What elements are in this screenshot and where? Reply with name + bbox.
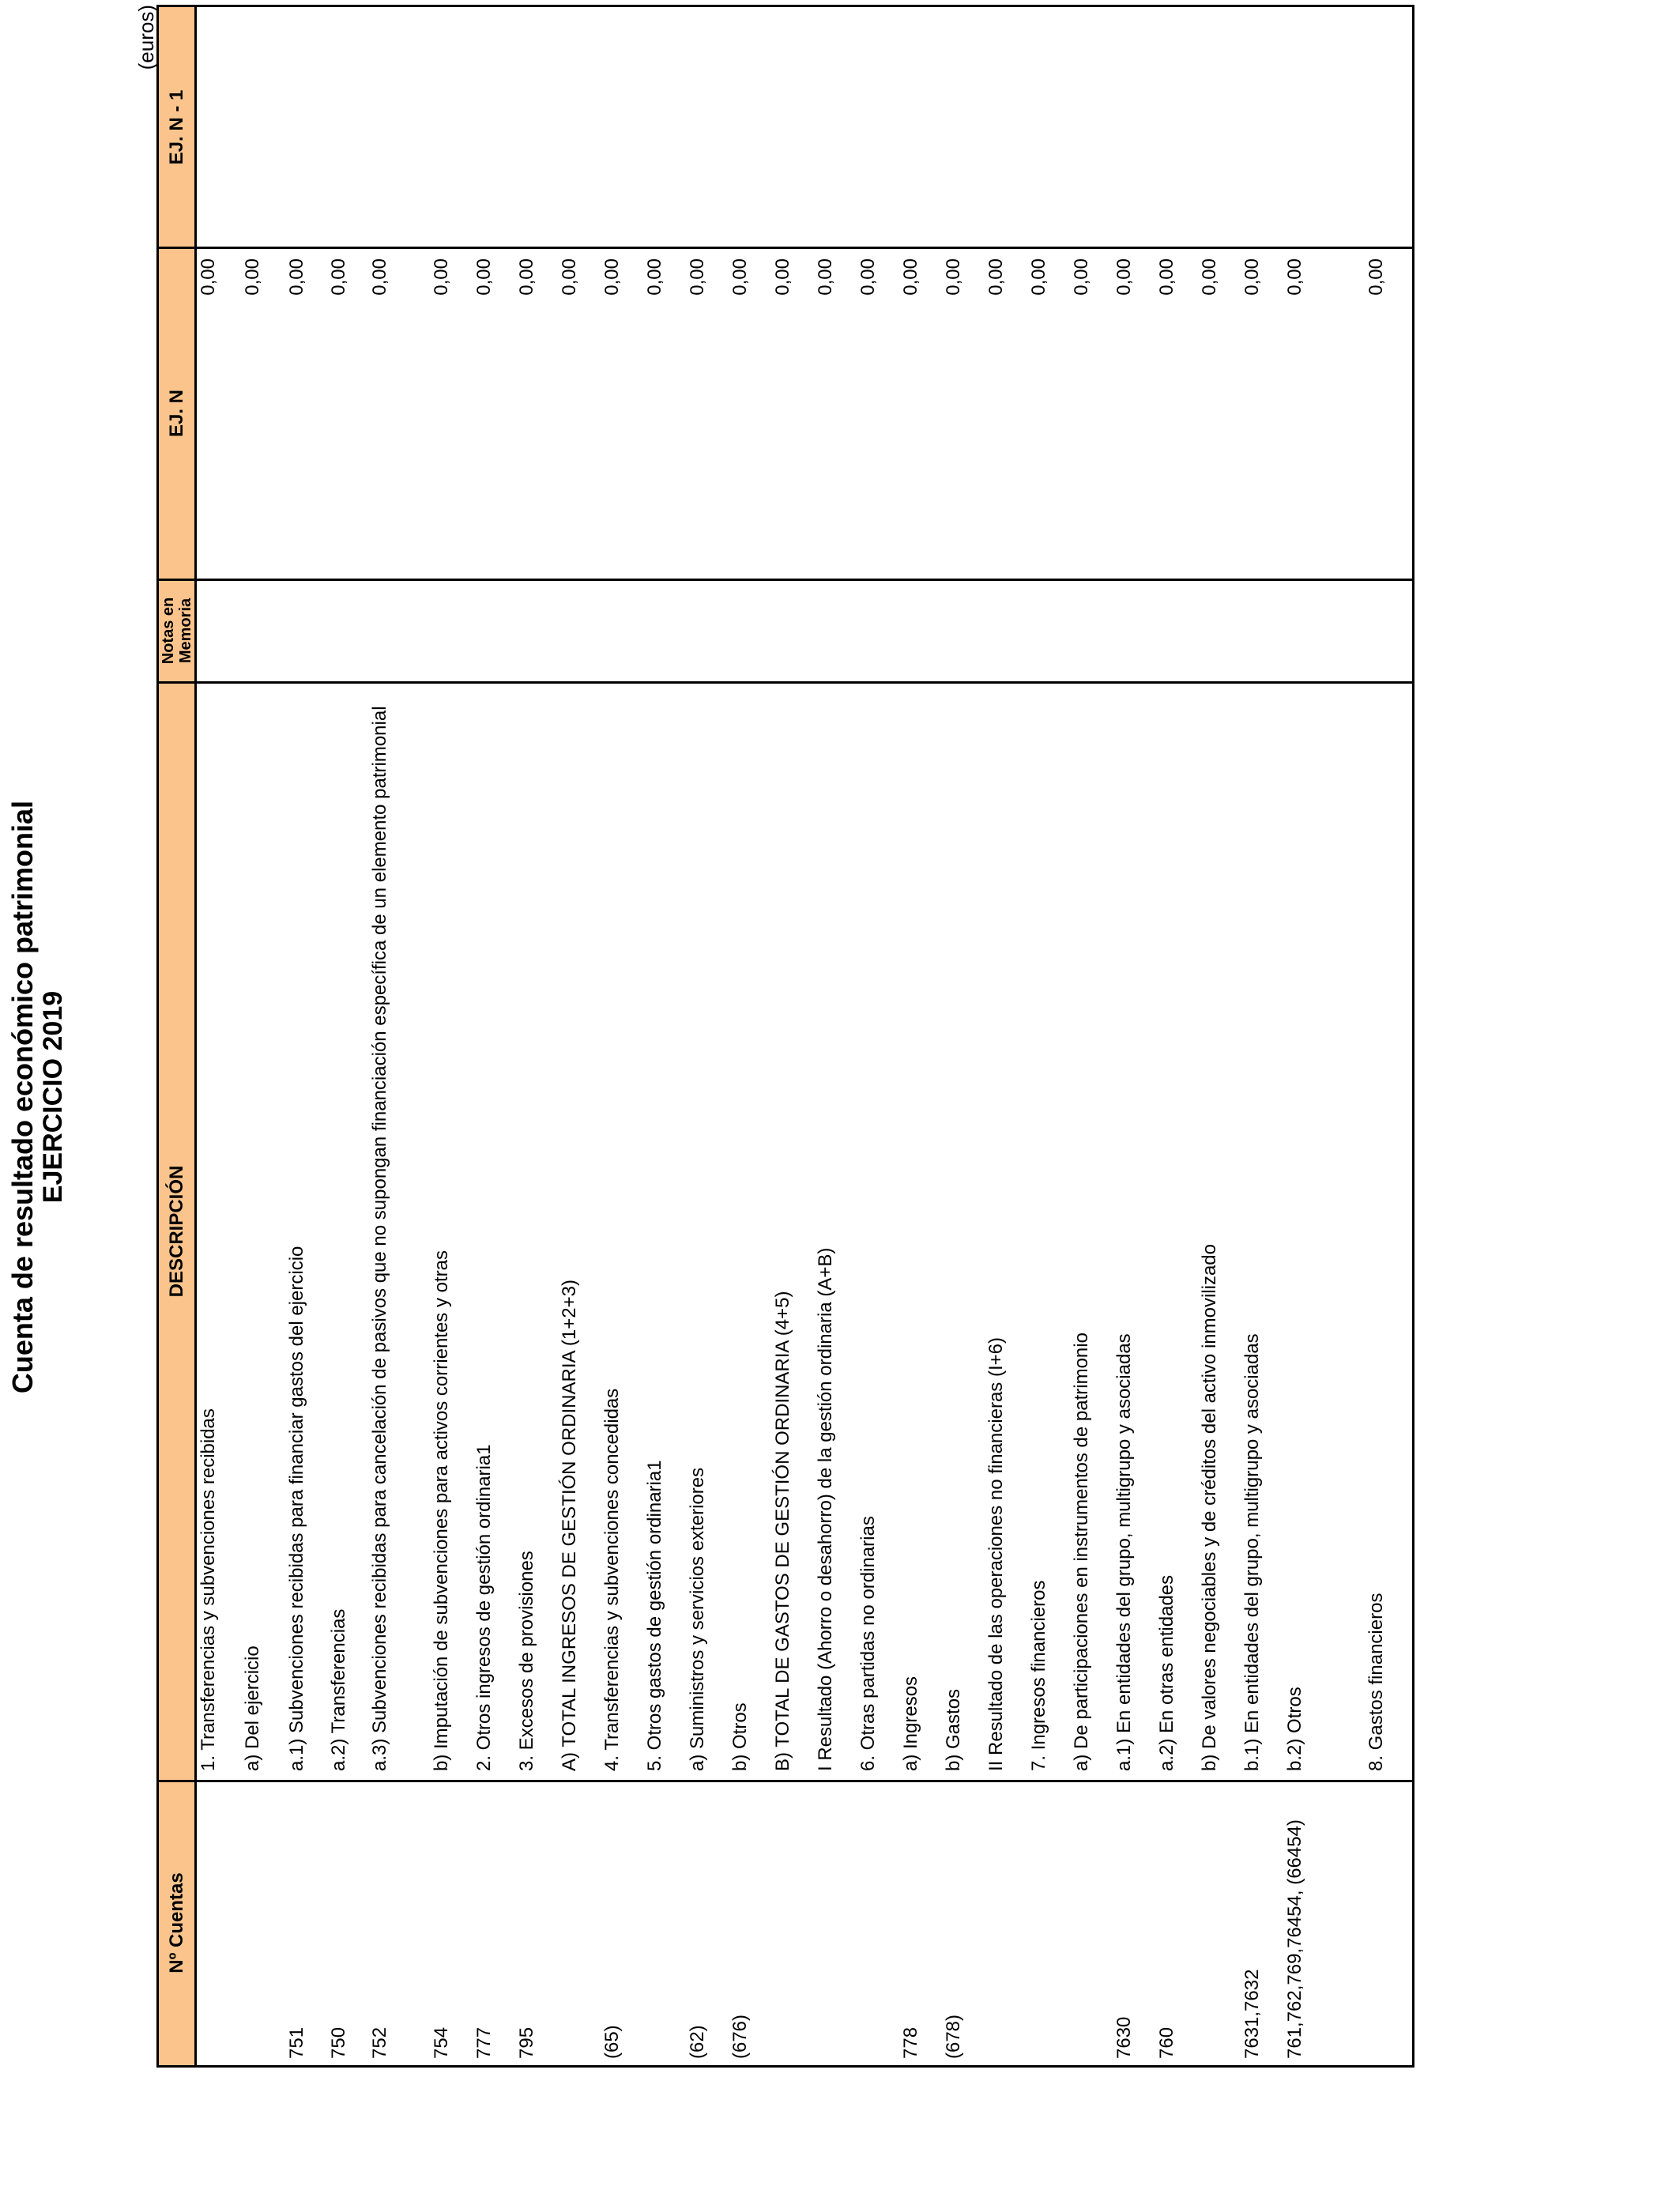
description-cell: B) TOTAL DE GASTOS DE GESTIÓN ORDINARIA (4+5): [772, 1291, 793, 1771]
description-cell: b) Gastos: [943, 1688, 964, 1771]
ej-n-cell: 0,00: [328, 258, 349, 296]
account-cell: 761,762,769,76454, (66454): [1284, 1819, 1305, 2059]
description-cell: b) Otros: [729, 1702, 751, 1771]
account-cell: 7631,7632: [1241, 1969, 1263, 2059]
ej-n-cell: 0,00: [516, 258, 537, 296]
description-cell: 6. Otras partidas no ordinarias: [857, 1516, 879, 1771]
description-cell: 7. Ingresos financieros: [1028, 1580, 1049, 1771]
page-subtitle: EJERCICIO 2019: [38, 990, 68, 1204]
ej-n-cell: 0,00: [644, 258, 665, 296]
ej-n-cell: 0,00: [687, 258, 708, 296]
ej-n-cell: 0,00: [559, 258, 580, 296]
ej-n-cell: 0,00: [601, 258, 623, 296]
description-cell: b.2) Otros: [1284, 1687, 1305, 1771]
description-cell: 5. Otros gastos de gestión ordinaria1: [644, 1460, 665, 1771]
account-cell: 754: [431, 2026, 452, 2059]
ej-n-cell: 0,00: [1156, 258, 1177, 296]
description-cell: a) Ingresos: [900, 1676, 921, 1771]
description-cell: b.1) En entidades del grupo, multigrupo y asociadas: [1241, 1333, 1263, 1771]
description-cell: 2. Otros ingresos de gestión ordinaria1: [473, 1444, 495, 1771]
account-cell: 795: [516, 2026, 537, 2059]
ej-n-cell: 0,00: [1241, 258, 1263, 296]
ej-n-cell: 0,00: [198, 258, 219, 296]
description-cell: a.1) En entidades del grupo, multigrupo y asociadas: [1113, 1333, 1135, 1771]
description-cell: A) TOTAL INGRESOS DE GESTIÓN ORDINARIA (1+2+3): [559, 1280, 580, 1771]
page-title: Cuenta de resultado económico patrimonial: [6, 800, 39, 1394]
ej-n-cell: 0,00: [1071, 258, 1092, 296]
description-cell: 4. Transferencias y subvenciones concedidas: [601, 1388, 623, 1771]
ej-n-cell: 0,00: [1365, 258, 1387, 296]
description-cell: b) Imputación de subvenciones para activos corrientes y otras: [431, 1250, 452, 1771]
account-cell: 778: [900, 2026, 921, 2059]
description-cell: a) Suministros y servicios exteriores: [687, 1467, 708, 1771]
description-cell: a.2) En otras entidades: [1156, 1574, 1177, 1771]
description-cell: a.1) Subvenciones recibidas para financiar gastos del ejercicio: [286, 1246, 307, 1771]
column-header-cuentas: Nº Cuentas: [159, 1781, 197, 2065]
ej-n-cell: 0,00: [729, 258, 751, 296]
description-cell: I Resultado (Ahorro o desahorro) de la gestión ordinaria (A+B): [815, 1247, 836, 1771]
results-table: [156, 5, 1414, 2068]
description-cell: a.3) Subvenciones recibidas para cancelación de pasivos que no supongan financiación específica de un elemento patrimonial: [369, 706, 390, 1771]
description-cell: a.2) Transferencias: [328, 1608, 349, 1771]
ej-n-cell: 0,00: [815, 258, 836, 296]
account-cell: 777: [473, 2026, 495, 2059]
ej-n-cell: 0,00: [473, 258, 495, 296]
ej-n-cell: 0,00: [242, 258, 263, 296]
description-cell: a) De participaciones en instrumentos de patrimonio: [1071, 1333, 1092, 1771]
ej-n-cell: 0,00: [985, 258, 1007, 296]
description-cell: b) De valores negociables y de créditos del activo inmovilizado: [1199, 1243, 1220, 1771]
account-cell: 752: [369, 2026, 390, 2059]
description-cell: a) Del ejercicio: [242, 1646, 263, 1771]
account-cell: (676): [729, 2014, 751, 2059]
column-header-ej-n: EJ. N: [159, 247, 197, 579]
ej-n-cell: 0,00: [900, 258, 921, 296]
account-cell: 751: [286, 2026, 307, 2059]
ej-n-cell: 0,00: [857, 258, 879, 296]
column-header-ej-n-1: EJ. N - 1: [159, 7, 197, 247]
ej-n-cell: 0,00: [1028, 258, 1049, 296]
account-cell: 760: [1156, 2026, 1177, 2059]
account-cell: 750: [328, 2026, 349, 2059]
ej-n-cell: 0,00: [1284, 258, 1305, 296]
account-cell: 7630: [1113, 2016, 1135, 2059]
ej-n-cell: 0,00: [1113, 258, 1135, 296]
column-header-notas: Notas en Memoria: [159, 579, 197, 682]
account-cell: (678): [943, 2014, 964, 2059]
ej-n-cell: 0,00: [1199, 258, 1220, 296]
account-cell: (65): [601, 2025, 623, 2059]
ej-n-cell: 0,00: [286, 258, 307, 296]
description-cell: II Resultado de las operaciones no financieras (I+6): [985, 1337, 1007, 1771]
description-cell: 1. Transferencias y subvenciones recibidas: [198, 1408, 219, 1771]
description-cell: 8. Gastos financieros: [1365, 1593, 1387, 1771]
description-cell: 3. Excesos de provisiones: [516, 1551, 537, 1771]
column-header-descripcion: DESCRIPCIÓN: [159, 682, 197, 1781]
account-cell: (62): [687, 2025, 708, 2059]
ej-n-cell: 0,00: [772, 258, 793, 296]
ej-n-cell: 0,00: [943, 258, 964, 296]
units-label: (euros): [134, 5, 158, 70]
table-body: [197, 7, 1412, 2065]
ej-n-cell: 0,00: [369, 258, 390, 296]
ej-n-cell: 0,00: [431, 258, 452, 296]
